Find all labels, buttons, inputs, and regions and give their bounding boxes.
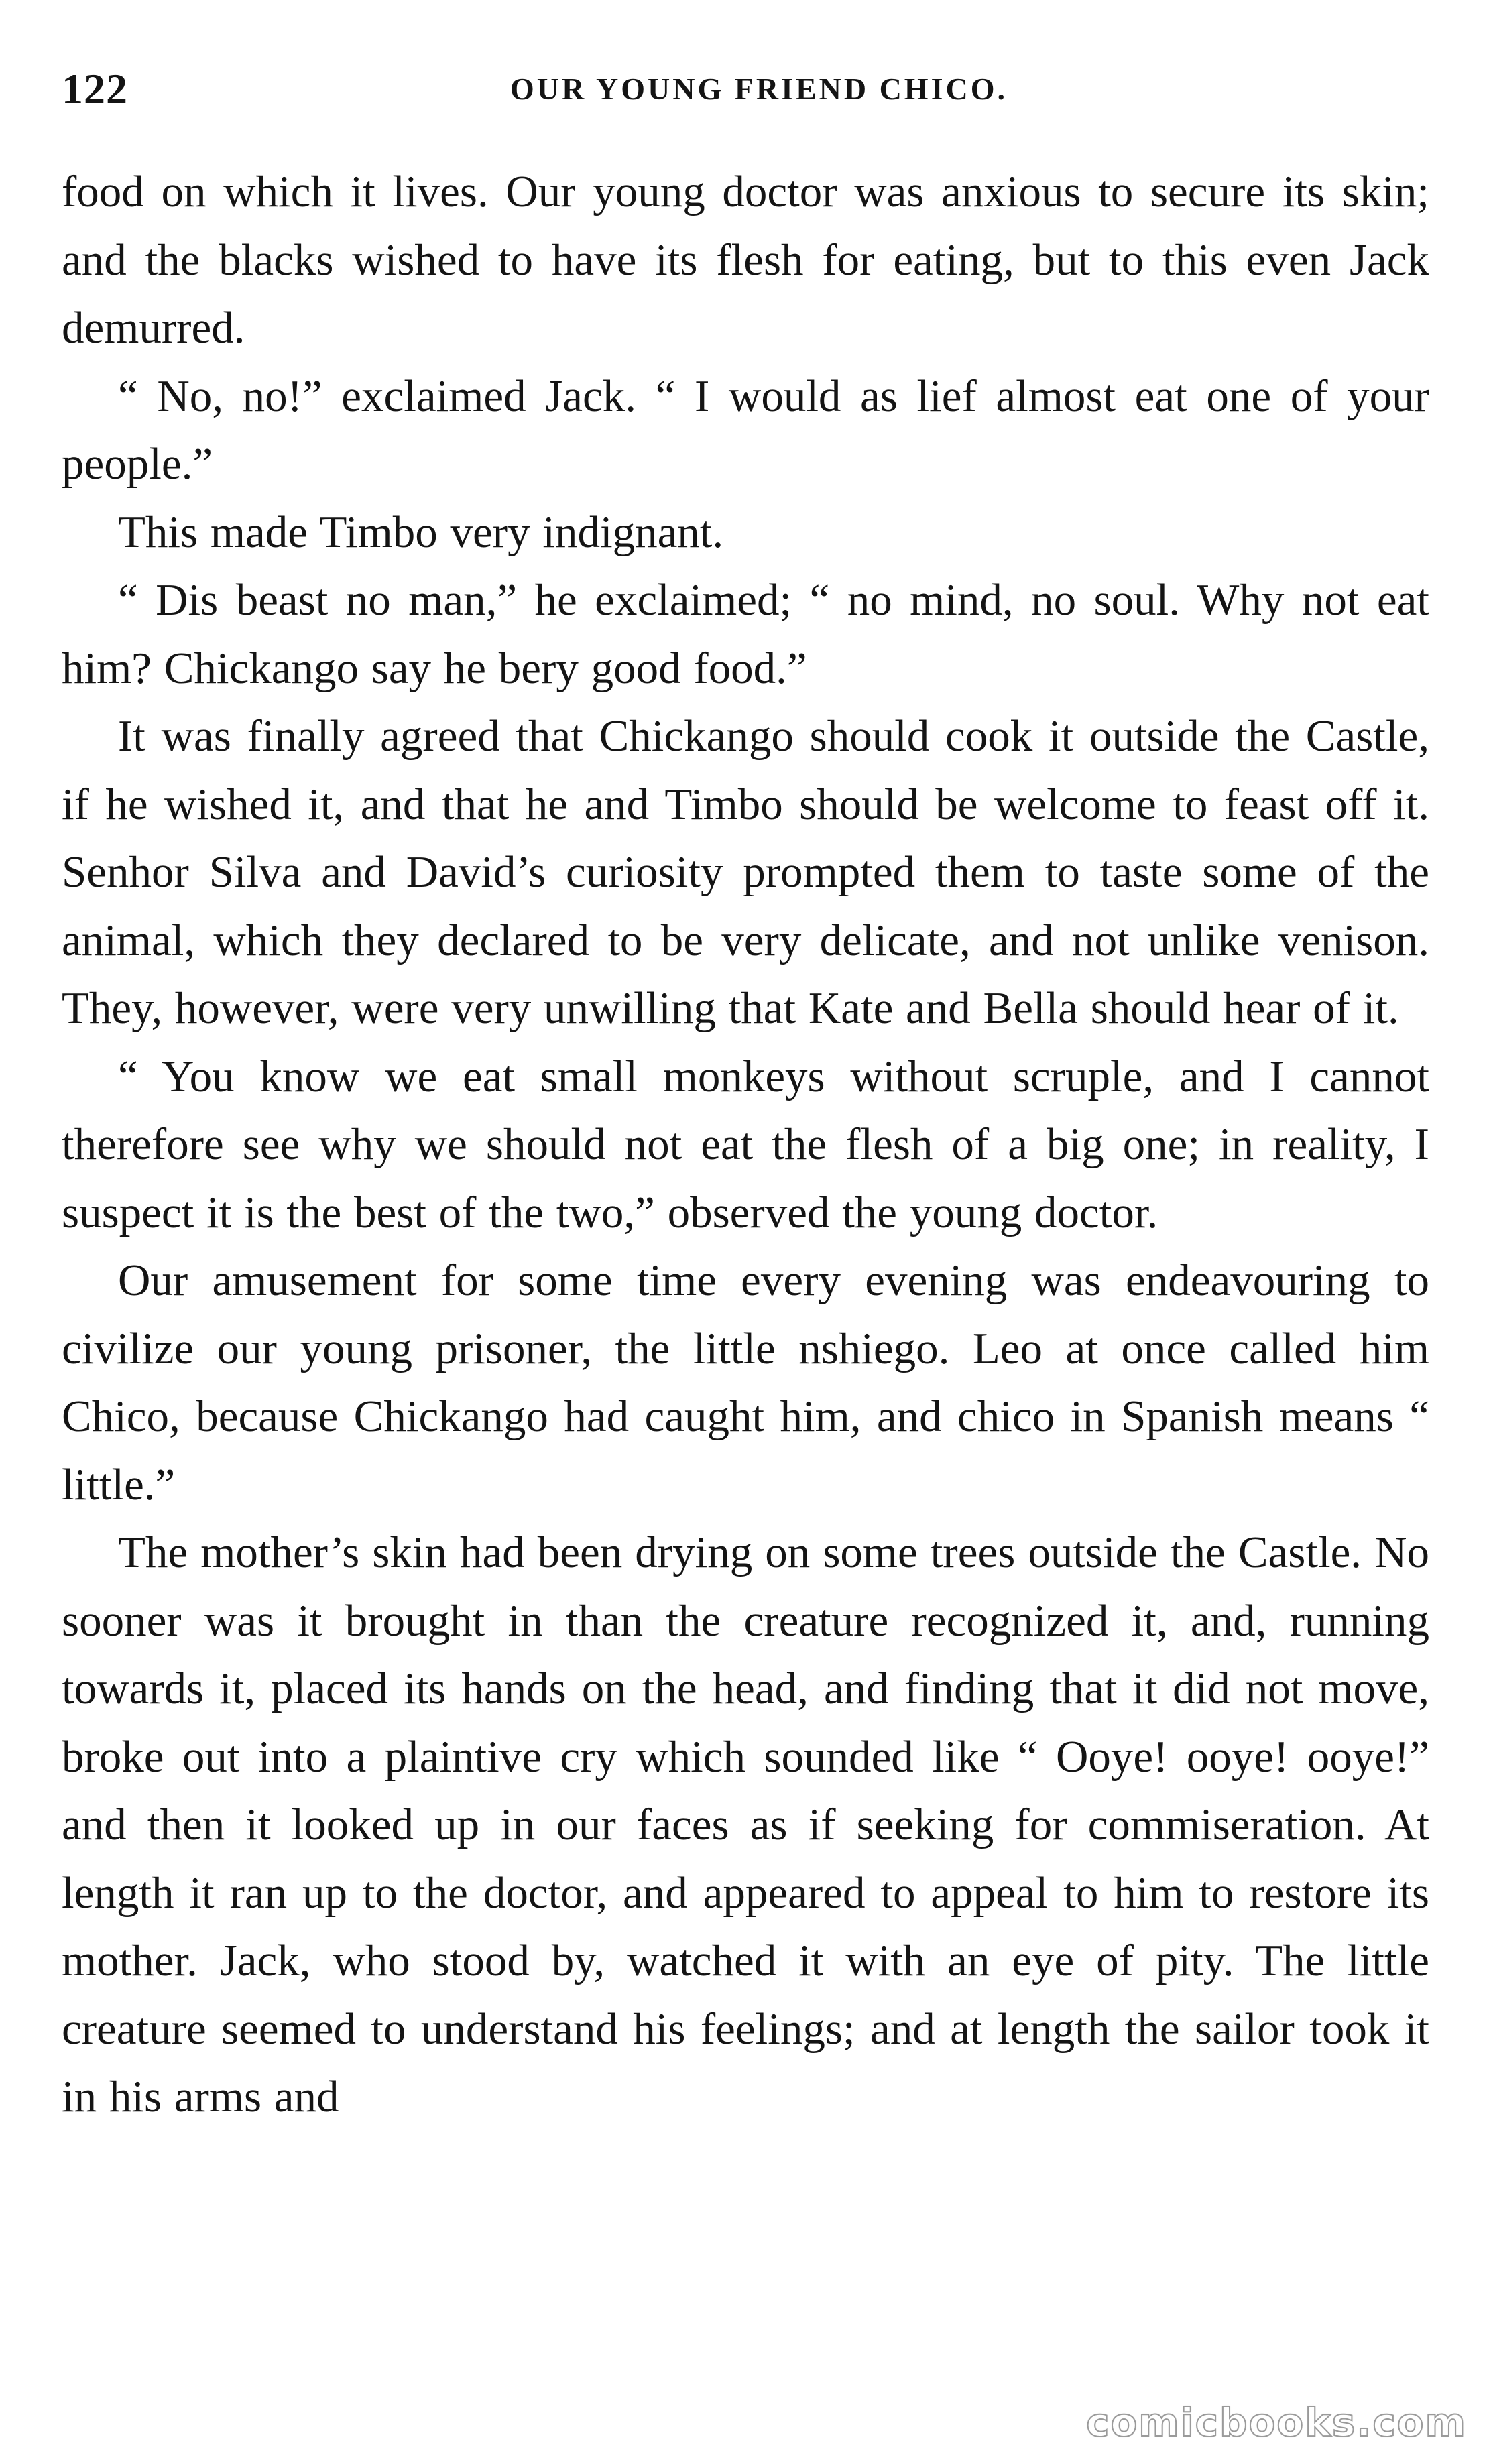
paragraph: “ No, no!” exclaimed Jack. “ I would as lief almost eat one of your people.”: [62, 371, 1429, 489]
paragraph: The mother’s skin had been drying on some trees outside the Castle. No sooner was it brought in than the creature recognized it, and, running towards it, placed its hands on the head, and finding that it did not move, broke out into a plaintive cry which sounded like “ Ooye! ooye! ooye!” and then it looked up in our faces as if seeking for commiseration. At length it ran up to the doctor, and appeared to appeal to him to restore its mother. Jack, who stood by, watched it with an eye of pity. The little creature seemed to understand his feelings; and at length the sailor took it in his arms and: [62, 1528, 1429, 2121]
paragraph: It was finally agreed that Chickango should cook it outside the Castle, if he wished it, and that he and Timbo should be welcome to feast off it. Senhor Silva and David’s curiosity prompted them to taste some of the animal, which they declared to be very delicate, and not unlike venison. They, however, were very unwilling that Kate and Bella should hear of it.: [62, 711, 1429, 1033]
body-text: [62, 158, 1429, 2132]
paragraph: food on which it lives. Our young doctor was anxious to secure its skin; and the blacks wished to have its flesh for eating, but to this even Jack demurred.: [62, 167, 1429, 353]
page-number: 122: [62, 65, 128, 113]
chapter-title: OUR YOUNG FRIEND CHICO.: [510, 72, 1008, 106]
running-head: [62, 59, 1429, 119]
paragraph: Our amusement for some time every evening was endeavouring to civilize our young prisoner, the little nshiego. Leo at once called him Chico, because Chickango had caught him, and chico in Spanish means “ little.”: [62, 1255, 1429, 1510]
paragraph: This made Timbo very indignant.: [118, 507, 724, 557]
paragraph: “ Dis beast no man,” he exclaimed; “ no mind, no soul. Why not eat him? Chickango say he bery good food.”: [62, 575, 1429, 693]
watermark: comicbooks.com: [1086, 2400, 1467, 2445]
paragraph: “ You know we eat small monkeys without scruple, and I cannot therefore see why we should not eat the flesh of a big one; in reality, I suspect it is the best of the two,” observed the young doctor.: [62, 1051, 1429, 1237]
